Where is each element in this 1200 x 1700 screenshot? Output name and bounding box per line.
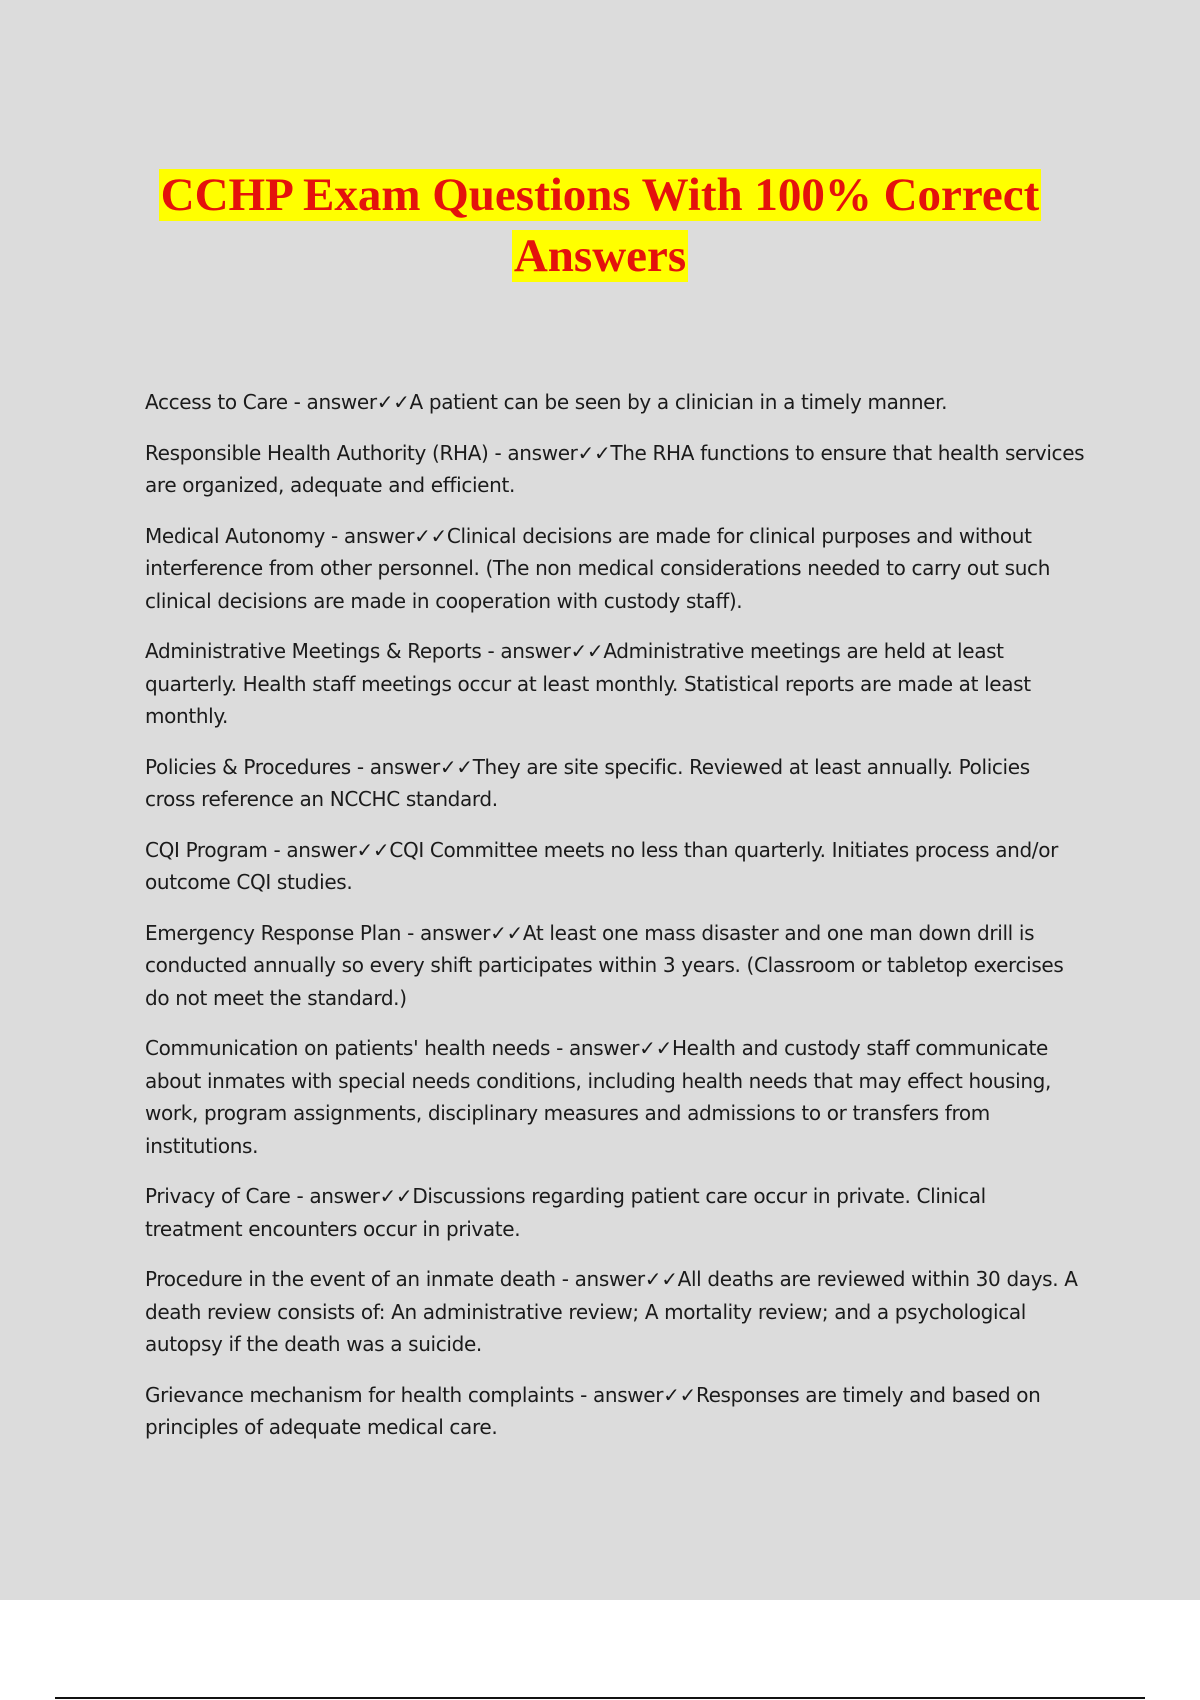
qa-term: Medical Autonomy	[145, 523, 326, 548]
qa-separator: - answer✓✓	[401, 920, 523, 945]
qa-item-rha	[145, 437, 1085, 502]
qa-term: Policies & Procedures	[145, 754, 351, 779]
qa-separator: - answer✓✓	[488, 440, 611, 465]
qa-answer: Responses are timely and based on principles of adequate medical care.	[145, 1382, 1041, 1439]
qa-item-inmate-death	[145, 1263, 1085, 1361]
qa-item-privacy	[145, 1180, 1085, 1245]
qa-separator: - answer✓✓	[555, 1267, 678, 1291]
qa-answer: Administrative meetings are held at least quarterly. Health staff meetings occur at least monthly. Statistical reports are made at least monthly.	[145, 639, 1031, 728]
qa-term: Access to Care	[145, 390, 288, 414]
qa-item-emergency-plan	[145, 917, 1085, 1015]
qa-answer: CQI Committee meets no less than quarterly. Initiates process and/or outcome CQI studies.	[145, 837, 1058, 894]
qa-item-grievance	[145, 1379, 1085, 1444]
qa-separator: - answer✓✓	[325, 523, 447, 548]
qa-answer: All deaths are reviewed within 30 days. A death review consists of: An administrative review; A mortality review; and a psychological autopsy if the death was a suicide.	[145, 1267, 1078, 1356]
qa-term: Privacy of Care	[145, 1184, 291, 1208]
document-title	[0, 165, 1200, 287]
qa-term: Emergency Response Plan	[145, 920, 402, 945]
qa-term: Communication on patients' health needs	[145, 1036, 551, 1060]
qa-separator: - answer✓✓	[574, 1382, 696, 1407]
qa-answer: At least one mass disaster and one man down drill is conducted annually so every shift participates within 3 years. (Classroom or tabletop exercises do not meet the standard.)	[145, 920, 1064, 1010]
qa-item-communication	[145, 1032, 1085, 1162]
qa-answer: The RHA functions to ensure that health services are organized, adequate and efficient.	[145, 440, 1085, 497]
qa-separator: - answer✓✓	[550, 1036, 672, 1060]
qa-separator: - answer✓✓	[267, 837, 390, 862]
qa-answer: Clinical decisions are made for clinical purposes and without interference from other personnel. (The non medical considerations needed to carry out such clinical decisions are made in cooperation with custody staff).	[145, 523, 1051, 613]
title-line-2: Answers	[513, 230, 687, 282]
qa-list	[145, 386, 1085, 1462]
title-line-1: CCHP Exam Questions With 100% Correct	[160, 169, 1040, 221]
qa-item-cqi-program	[145, 834, 1085, 899]
qa-item-access-to-care	[145, 386, 1085, 419]
qa-answer: A patient can be seen by a clinician in a timely manner.	[409, 390, 948, 414]
qa-separator: - answer✓✓	[287, 390, 410, 414]
qa-answer: They are site specific. Reviewed at least annually. Policies cross reference an NCCHC standard.	[145, 754, 1030, 811]
qa-separator: - answer✓✓	[481, 639, 604, 663]
qa-answer: Health and custody staff communicate about inmates with special needs conditions, including health needs that may effect housing, work, program assignments, disciplinary measures and admissions to or transfers from institutions.	[145, 1036, 1052, 1158]
qa-term: Administrative Meetings & Reports	[145, 639, 482, 663]
qa-item-admin-meetings	[145, 635, 1085, 733]
qa-term: Procedure in the event of an inmate death	[145, 1267, 556, 1291]
footer-divider	[55, 1697, 1145, 1699]
qa-term: Responsible Health Authority (RHA)	[145, 440, 489, 465]
qa-item-medical-autonomy	[145, 520, 1085, 618]
qa-term: Grievance mechanism for health complaints	[145, 1382, 575, 1407]
qa-answer: Discussions regarding patient care occur in private. Clinical treatment encounters occur in private.	[145, 1184, 986, 1241]
qa-separator: - answer✓✓	[350, 754, 473, 779]
qa-item-policies	[145, 751, 1085, 816]
qa-separator: - answer✓✓	[290, 1184, 413, 1208]
qa-term: CQI Program	[145, 837, 268, 862]
